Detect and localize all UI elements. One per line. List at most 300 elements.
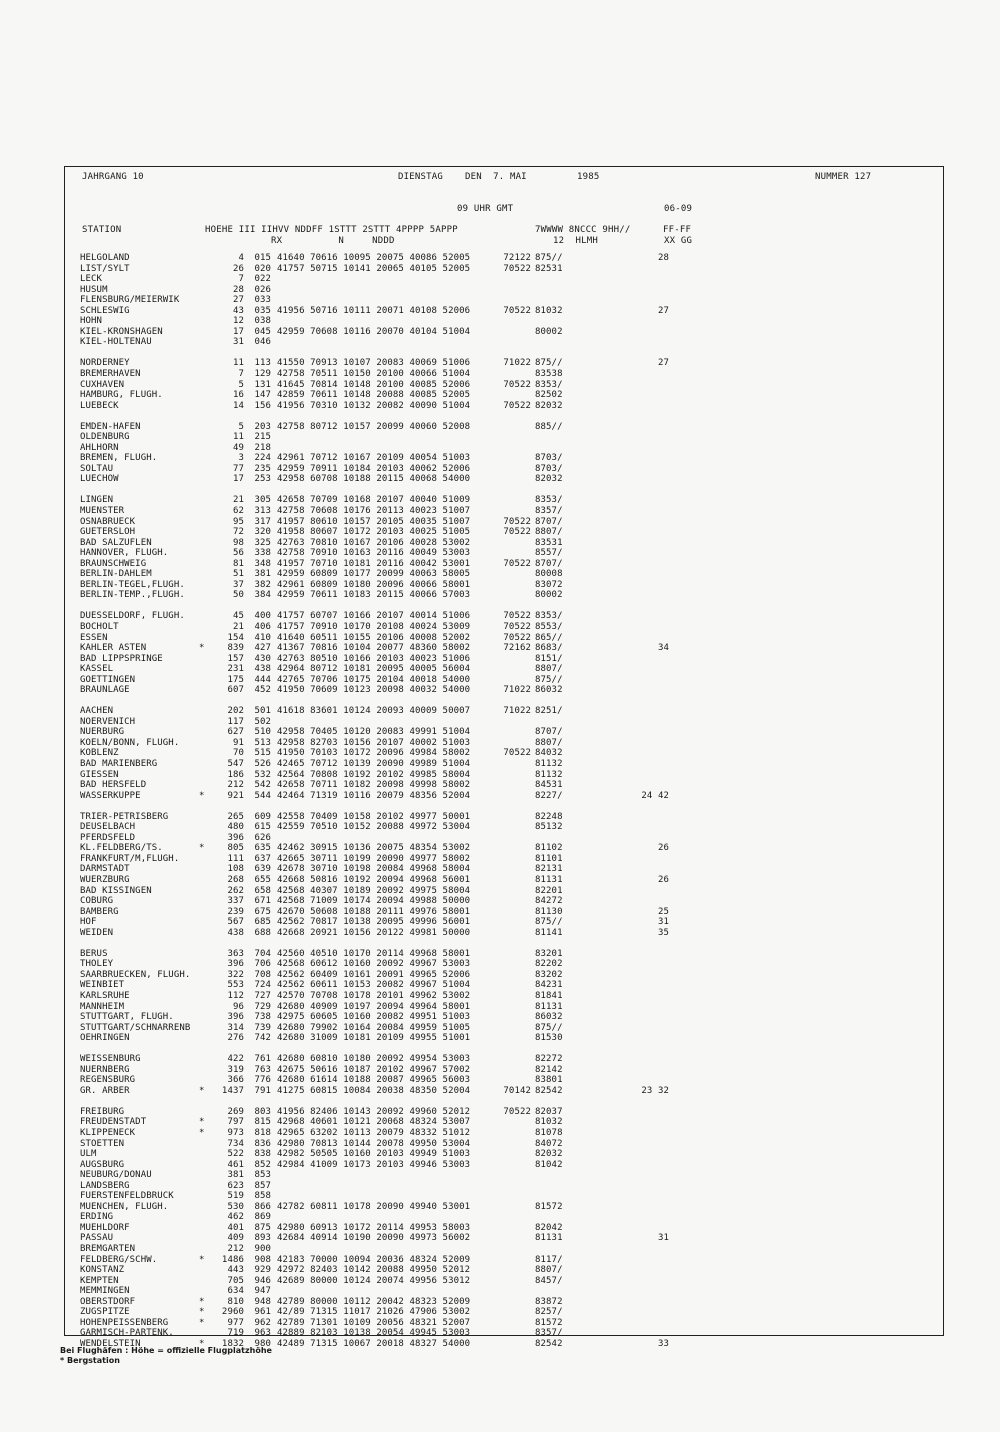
cloud-group: 81131 [535, 1001, 563, 1012]
station-name: AACHEN [80, 706, 114, 717]
synop-groups: 42958 70405 10120 20083 49991 51004 [277, 727, 471, 738]
weather-group: 70522 [503, 527, 531, 538]
station-id: 961 [254, 1307, 271, 1318]
station-id: 635 [254, 843, 271, 854]
cloud-group: 8703/ [535, 453, 563, 464]
station-row [80, 316, 669, 327]
station-name: STUTTGART, FLUGH. [80, 1012, 174, 1023]
station-row [80, 875, 669, 886]
station-name: SCHLESWIG [80, 305, 130, 316]
station-height: 719 [227, 1328, 244, 1339]
station-id: 400 [254, 611, 271, 622]
station-height: 21 [232, 495, 244, 506]
station-id: 382 [254, 579, 271, 590]
station-id: 427 [254, 643, 271, 654]
station-row [80, 949, 669, 960]
station-row [80, 432, 669, 443]
cloud-group: 865// [535, 632, 563, 643]
station-height: 7 [238, 274, 244, 285]
weather-group: 70522 [503, 516, 531, 527]
station-row [80, 907, 669, 918]
synop-groups: 42183 70000 10094 20036 48324 52009 [277, 1254, 471, 1265]
station-height: 366 [227, 1075, 244, 1086]
station-name: KONSTANZ [80, 1265, 125, 1276]
station-name: GR. ARBER [80, 1085, 130, 1096]
station-name: BRAUNSCHWEIG [80, 558, 147, 569]
weather-group: 70522 [503, 305, 531, 316]
station-row [80, 1265, 669, 1276]
station-id: 724 [254, 980, 271, 991]
station-name: BRAUNLAGE [80, 685, 130, 696]
synop-groups: 42/89 71315 11017 21026 47906 53002 [277, 1307, 471, 1318]
synop-groups: 42684 40914 10190 20090 49973 56002 [277, 1233, 471, 1244]
station-row [80, 1307, 669, 1318]
station-height: 11 [232, 432, 244, 443]
station-height: 1832 [221, 1338, 244, 1349]
station-height: 269 [227, 1106, 244, 1117]
weather-group: 72122 [503, 253, 531, 263]
station-name: BERLIN-TEMP.,FLUGH. [80, 590, 185, 601]
station-name: OLDENBURG [80, 432, 130, 443]
station-id: 893 [254, 1233, 271, 1244]
station-name: GARMISCH-PARTENK. [80, 1328, 174, 1339]
station-row [80, 1244, 669, 1255]
station-height: 734 [227, 1138, 244, 1149]
station-id: 338 [254, 548, 271, 559]
station-height: 239 [227, 906, 244, 917]
cloud-group: 82142 [535, 1064, 563, 1075]
synop-groups: 42965 63202 10113 20079 48332 51012 [277, 1127, 471, 1138]
synop-groups: 42959 70608 10116 20070 40104 51004 [277, 326, 471, 337]
station-height: 212 [227, 780, 244, 791]
cloud-group: 83072 [535, 579, 563, 590]
station-name: CUXHAVEN [80, 379, 125, 390]
cloud-group: 84072 [535, 1138, 563, 1149]
cloud-group: 82502 [535, 390, 563, 401]
station-height: 314 [227, 1022, 244, 1033]
station-height: 461 [227, 1159, 244, 1170]
station-name: KIEL-KRONSHAGEN [80, 326, 163, 337]
cloud-group: 875// [535, 674, 563, 685]
station-row [80, 517, 669, 528]
cloud-group: 8151/ [535, 653, 563, 664]
cloud-group: 8353/ [535, 495, 563, 506]
station-id: 615 [254, 822, 271, 833]
cloud-group: 8707/ [535, 727, 563, 738]
column-subcodes-b: 12 HLMH [553, 236, 598, 246]
station-row [80, 643, 669, 654]
station-row [80, 264, 669, 275]
station-name: KL.FELDBERG/TS. [80, 843, 163, 854]
station-height: 31 [232, 337, 244, 348]
station-height: 547 [227, 759, 244, 770]
station-row [80, 791, 669, 802]
station-name: BERLIN-DAHLEM [80, 569, 152, 580]
cloud-group: 81032 [535, 305, 563, 316]
station-group [80, 1054, 669, 1096]
station-name: KARLSRUHE [80, 990, 130, 1001]
station-height: 157 [227, 653, 244, 664]
station-name: GOETTINGEN [80, 674, 136, 685]
station-height: 12 [232, 316, 244, 327]
cloud-group: 81078 [535, 1127, 563, 1138]
station-id: 761 [254, 1054, 271, 1065]
cloud-group: 84032 [535, 748, 563, 759]
gust-group: 33 [657, 1338, 669, 1349]
station-row [80, 380, 669, 391]
synop-groups: 42568 71009 10174 20094 49988 50000 [277, 896, 471, 907]
station-name: ZUGSPITZE [80, 1307, 130, 1318]
cloud-group: 82042 [535, 1222, 563, 1233]
column-codes: HOEHE III IIHVV NDDFF 1STTT 2STTT 4PPPP 5APPP [205, 225, 458, 235]
station-height: 634 [227, 1286, 244, 1297]
station-row [80, 727, 669, 738]
station-height: 70 [232, 748, 244, 759]
station-name: LECK [80, 274, 103, 285]
station-id: 738 [254, 1012, 271, 1023]
station-row [80, 390, 669, 401]
station-id: 948 [254, 1296, 271, 1307]
weather-group: 70522 [503, 632, 531, 643]
station-name: ULM [80, 1149, 97, 1160]
station-row [80, 337, 669, 348]
synop-groups: 42562 60409 10161 20091 49965 52006 [277, 969, 471, 980]
cloud-group: 8807/ [535, 527, 563, 538]
synop-groups: 41757 70910 10170 20108 40024 53009 [277, 621, 471, 632]
station-table [80, 253, 669, 1360]
cloud-group: 8257/ [535, 1307, 563, 1318]
station-name: OEHRINGEN [80, 1033, 130, 1044]
station-id: 853 [254, 1170, 271, 1181]
station-height: 401 [227, 1222, 244, 1233]
station-height: 623 [227, 1180, 244, 1191]
station-row [80, 654, 669, 665]
station-name: MEMMINGEN [80, 1286, 130, 1297]
station-height: 262 [227, 885, 244, 896]
station-row [80, 1023, 669, 1034]
station-row [80, 474, 669, 485]
station-name: EMDEN-HAFEN [80, 421, 141, 432]
observation-time: 09 UHR GMT [457, 204, 514, 214]
synop-groups: 42658 70709 10168 20107 40040 51009 [277, 495, 471, 506]
synop-groups: 42675 50616 10187 20102 49967 57002 [277, 1064, 471, 1075]
synop-groups: 41950 70103 10172 20096 49984 58002 [277, 748, 471, 759]
station-id: 658 [254, 885, 271, 896]
cloud-group: 84272 [535, 896, 563, 907]
cloud-group: 85132 [535, 822, 563, 833]
synop-groups: 42658 70711 10182 20098 49998 58002 [277, 780, 471, 791]
station-row [80, 1086, 669, 1097]
station-name: FUERSTENFELDBRUCK [80, 1191, 174, 1202]
synop-groups: 42489 71315 10067 20018 48327 54000 [277, 1338, 471, 1349]
cloud-group: 81130 [535, 906, 563, 917]
synop-groups: 42680 31009 10181 20109 49955 51001 [277, 1033, 471, 1044]
station-height: 322 [227, 969, 244, 980]
station-id: 501 [254, 706, 271, 717]
station-row [80, 1075, 669, 1086]
station-id: 544 [254, 790, 271, 801]
station-id: 384 [254, 590, 271, 601]
station-height: 21 [232, 621, 244, 632]
station-id: 858 [254, 1191, 271, 1202]
synop-groups: 42961 60809 10180 20096 40066 58001 [277, 579, 471, 590]
station-height: 231 [227, 664, 244, 675]
station-name: BAD KISSINGEN [80, 885, 152, 896]
station-row [80, 559, 669, 570]
station-row [80, 664, 669, 675]
station-name: MUENSTER [80, 505, 125, 516]
mountain-mark: * [199, 1296, 205, 1307]
station-height: 921 [227, 790, 244, 801]
station-name: HUSUM [80, 284, 108, 295]
weather-group: 70522 [503, 611, 531, 622]
station-id: 015 [254, 253, 271, 263]
station-height: 17 [232, 474, 244, 485]
station-name: WEINBIET [80, 980, 125, 991]
synop-groups: 42782 60811 10178 20090 49940 53001 [277, 1201, 471, 1212]
station-height: 422 [227, 1054, 244, 1065]
station-name: HOF [80, 917, 97, 928]
synop-groups: 41957 70710 10181 20116 40042 53001 [277, 558, 471, 569]
station-id: 203 [254, 421, 271, 432]
station-id: 515 [254, 748, 271, 759]
station-name: MANNHEIM [80, 1001, 125, 1012]
cloud-group: 84531 [535, 780, 563, 791]
synop-groups: 42980 60913 10172 20114 49953 58003 [277, 1222, 471, 1233]
station-height: 50 [232, 590, 244, 601]
station-name: AUGSBURG [80, 1159, 125, 1170]
station-id: 685 [254, 917, 271, 928]
station-id: 671 [254, 896, 271, 907]
station-name: THOLEY [80, 959, 114, 970]
station-row [80, 833, 669, 844]
cloud-group: 81032 [535, 1117, 563, 1128]
cloud-group: 8357/ [535, 1328, 563, 1339]
synop-groups: 42959 70911 10184 20103 40062 52006 [277, 463, 471, 474]
station-height: 462 [227, 1212, 244, 1223]
station-id: 406 [254, 621, 271, 632]
gust-group: 26 [657, 843, 669, 854]
station-name: FELDBERG/SCHW. [80, 1254, 158, 1265]
station-height: 117 [227, 716, 244, 727]
cloud-group: 875// [535, 358, 563, 369]
station-name: REGENSBURG [80, 1075, 136, 1086]
station-row [80, 506, 669, 517]
station-row [80, 1212, 669, 1223]
station-height: 96 [232, 1001, 244, 1012]
cloud-group: 8251/ [535, 706, 563, 717]
station-row [80, 980, 669, 991]
synop-groups: 42758 70511 10150 20100 40066 51004 [277, 368, 471, 379]
station-row [80, 1033, 669, 1044]
station-height: 56 [232, 548, 244, 559]
station-row [80, 917, 669, 928]
cloud-group: 82032 [535, 1149, 563, 1160]
station-height: 553 [227, 980, 244, 991]
synop-groups: 42680 60810 10180 20092 49954 53003 [277, 1054, 471, 1065]
station-name: BREMGARTEN [80, 1243, 136, 1254]
synop-groups: 42972 82403 10142 20088 49950 52012 [277, 1265, 471, 1276]
station-id: 305 [254, 495, 271, 506]
cloud-group: 83202 [535, 969, 563, 980]
station-name: MUEHLDORF [80, 1222, 130, 1233]
gust-group: 28 [657, 253, 669, 263]
gust-group: 25 [657, 906, 669, 917]
station-name: BAD LIPPSPRINGE [80, 653, 163, 664]
station-height: 17 [232, 326, 244, 337]
station-id: 438 [254, 664, 271, 675]
cloud-group: 81131 [535, 1233, 563, 1244]
station-height: 396 [227, 832, 244, 843]
station-group [80, 495, 669, 600]
station-name: GUETERSLOH [80, 527, 136, 538]
station-height: 95 [232, 516, 244, 527]
synop-groups: 41367 70816 10104 20077 48360 58002 [277, 643, 471, 654]
station-height: 567 [227, 917, 244, 928]
station-name: LANDSBERG [80, 1180, 130, 1191]
cloud-group: 875// [535, 1022, 563, 1033]
station-height: 11 [232, 358, 244, 369]
cloud-group: 82131 [535, 864, 563, 875]
station-id: 542 [254, 780, 271, 791]
station-id: 791 [254, 1085, 271, 1096]
synop-groups: 42961 70712 10167 20109 40054 51003 [277, 453, 471, 464]
weather-group: 71022 [503, 706, 531, 717]
station-name: HOHENPEISSENBERG [80, 1317, 169, 1328]
station-height: 51 [232, 569, 244, 580]
synop-groups: 42980 70813 10144 20078 49950 53004 [277, 1138, 471, 1149]
column-subcodes: RX N NDDD [271, 236, 395, 246]
station-group [80, 812, 669, 939]
station-row [80, 1223, 669, 1234]
station-height: 443 [227, 1265, 244, 1276]
station-height: 37 [232, 579, 244, 590]
station-row [80, 896, 669, 907]
day-label: DIENSTAG [398, 172, 443, 182]
station-name: NUERBURG [80, 727, 125, 738]
station-id: 410 [254, 632, 271, 643]
station-name: KOELN/BONN, FLUGH. [80, 737, 180, 748]
station-group [80, 1107, 669, 1350]
mountain-mark: * [199, 1085, 205, 1096]
station-name: KIEL-HOLTENAU [80, 337, 152, 348]
station-name: KLIPPENECK [80, 1127, 136, 1138]
station-row [80, 274, 669, 285]
station-id: 156 [254, 400, 271, 411]
date-label: DEN 7. MAI [465, 172, 527, 182]
station-name: FLENSBURG/MEIERWIK [80, 295, 180, 306]
station-id: 026 [254, 284, 271, 295]
weather-group: 70522 [503, 400, 531, 411]
synop-groups: 42568 40307 10189 20092 49975 58004 [277, 885, 471, 896]
station-row [80, 685, 669, 696]
station-height: 28 [232, 284, 244, 295]
cloud-group: 82531 [535, 263, 563, 274]
station-id: 962 [254, 1317, 271, 1328]
station-name: PFERDSFELD [80, 832, 136, 843]
station-height: 363 [227, 948, 244, 959]
station-height: 265 [227, 811, 244, 822]
station-id: 742 [254, 1033, 271, 1044]
gust-group: 26 [657, 874, 669, 885]
station-height: 607 [227, 685, 244, 696]
station-height: 438 [227, 927, 244, 938]
station-group [80, 611, 669, 695]
station-name: STOETTEN [80, 1138, 125, 1149]
weather-group: 70522 [503, 748, 531, 759]
cloud-group: 83538 [535, 368, 563, 379]
station-group [80, 949, 669, 1044]
footnote-airports: Bei Flughäfen : Höhe = offizielle Flugplatzhöhe [60, 1346, 272, 1355]
cloud-group: 81101 [535, 853, 563, 864]
synop-groups: 41950 70609 10123 20098 40032 54000 [277, 685, 471, 696]
station-id: 348 [254, 558, 271, 569]
station-row [80, 1170, 669, 1181]
station-name: FRANKFURT/M,FLUGH. [80, 853, 180, 864]
cloud-group: 8807/ [535, 664, 563, 675]
station-height: 1486 [221, 1254, 244, 1265]
station-name: NUERNBERG [80, 1064, 130, 1075]
station-name: ESSEN [80, 632, 108, 643]
station-height: 705 [227, 1275, 244, 1286]
station-id: 729 [254, 1001, 271, 1012]
cloud-group: 8117/ [535, 1254, 563, 1265]
station-height: 3 [238, 453, 244, 464]
station-height: 797 [227, 1117, 244, 1128]
cloud-group: 84231 [535, 980, 563, 991]
station-height: 268 [227, 874, 244, 885]
station-row [80, 675, 669, 686]
cloud-group: 8553/ [535, 621, 563, 632]
gust-group: 24 42 [641, 790, 669, 801]
cloud-group: 81141 [535, 927, 563, 938]
mountain-mark: * [199, 1117, 205, 1128]
station-name: GIESSEN [80, 769, 119, 780]
station-group [80, 706, 669, 801]
station-height: 16 [232, 390, 244, 401]
station-id: 803 [254, 1106, 271, 1117]
station-id: 776 [254, 1075, 271, 1086]
station-row [80, 358, 669, 369]
gust-group: 23 32 [641, 1085, 669, 1096]
station-id: 235 [254, 463, 271, 474]
station-row [80, 569, 669, 580]
cloud-group: 8707/ [535, 516, 563, 527]
station-name: SAARBRUECKEN, FLUGH. [80, 969, 191, 980]
weather-group: 70522 [503, 1106, 531, 1117]
cloud-group: 81132 [535, 759, 563, 770]
station-group [80, 422, 669, 485]
station-name: BAD HERSFELD [80, 780, 147, 791]
station-height: 396 [227, 1012, 244, 1023]
station-id: 857 [254, 1180, 271, 1191]
station-group [80, 253, 669, 348]
cloud-group: 81530 [535, 1033, 563, 1044]
station-row [80, 928, 669, 939]
cloud-group: 81841 [535, 990, 563, 1001]
station-row [80, 622, 669, 633]
station-row [80, 1139, 669, 1150]
cloud-group: 81131 [535, 874, 563, 885]
synop-groups: 42462 30915 10136 20075 48354 53002 [277, 843, 471, 854]
synop-groups: 41640 70616 10095 20075 40086 52005 [277, 253, 471, 263]
mountain-mark: * [199, 1338, 205, 1349]
station-row [80, 495, 669, 506]
station-id: 035 [254, 305, 271, 316]
station-name: DARMSTADT [80, 864, 130, 875]
synop-groups: 41956 82406 10143 20092 49960 52012 [277, 1106, 471, 1117]
cloud-group: 8227/ [535, 790, 563, 801]
